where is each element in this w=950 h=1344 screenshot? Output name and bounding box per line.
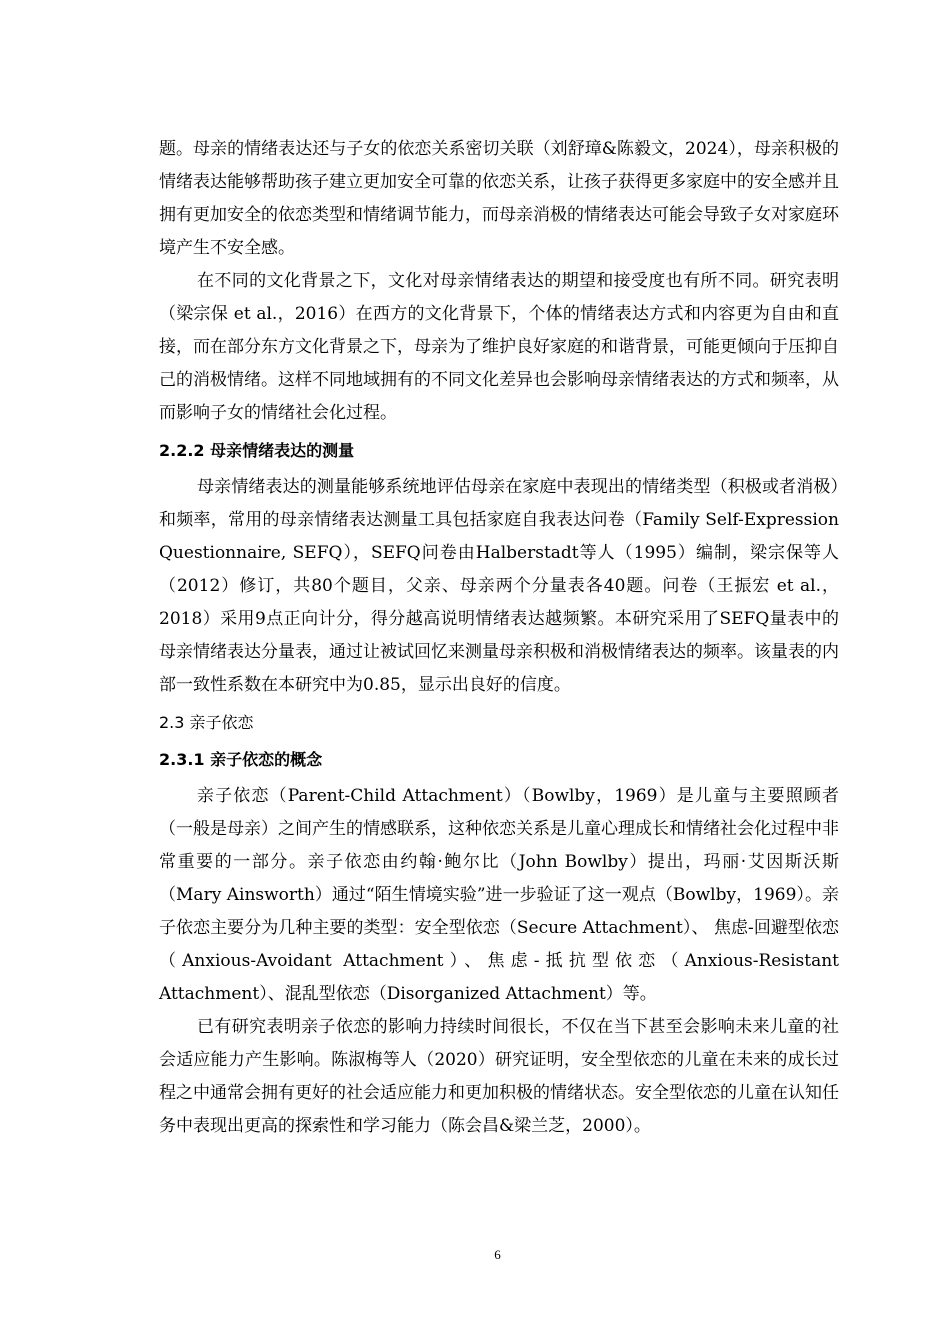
section-heading-2-2-2: 2.2.2 母亲情绪表达的测量 <box>159 441 355 460</box>
section-heading-2-3-1: 2.3.1 亲子依恋的概念 <box>159 750 323 769</box>
paragraph-attachment-concept: 亲子依恋（Parent-Child Attachment）（Bowlby，1969）是儿童与主要照顾者（一般是母亲）之间产生的情感联系，这种依恋关系是儿童心理成长和情绪社会化过程中非常重要的一部分。亲子依恋由约翰·鲍尔比（John Bowlby）提出，玛丽·艾因斯沃斯（Mary Ainsworth）通过“陌生情境实验”进一步验证了这一观点（Bowlby，1969）。亲子依恋主要分为几种主要的类型：安全型依恋（Secure Attachment）、 焦虑-回避型依恋（Anxious-Avoidant Attachment）、焦虑-抵抗型依恋（Anxious-Resistant Attachment）、混乱型依恋（Disorganized Attachment）等。 <box>159 786 839 1004</box>
paragraph-attachment-research: 已有研究表明亲子依恋的影响力持续时间很长，不仅在当下甚至会影响未来儿童的社会适应能力产生影响。陈淑梅等人（2020）研究证明，安全型依恋的儿童在未来的成长过程之中通常会拥有更好的社会适应能力和更加积极的情绪状态。安全型依恋的儿童在认知任务中表现出更高的探索性和学习能力（陈会昌&梁兰芝，2000）。 <box>159 1017 839 1136</box>
paragraph-cultural-background: 在不同的文化背景之下，文化对母亲情绪表达的期望和接受度也有所不同。研究表明（梁宗保 et al.，2016）在西方的文化背景下，个体的情绪表达方式和内容更为自由和直接，而在部分东方文化背景之下，母亲为了维护良好家庭的和谐背景，可能更倾向于压抑自己的消极情绪。这样不同地域拥有的不同文化差异也会影响母亲情绪表达的方式和频率，从而影响子女的情绪社会化过程。 <box>159 271 839 423</box>
paragraph-measurement: 母亲情绪表达的测量能够系统地评估母亲在家庭中表现出的情绪类型（积极或者消极）和频率，常用的母亲情绪表达测量工具包括家庭自我表达问卷（Family Self-Expression Questionnaire, SEFQ），SEFQ问卷由Halberstadt等人（1995）编制，梁宗保等人（2012）修订，共80个题目，父亲、母亲两个分量表各40题。问卷（王振宏 et al.，2018）采用9点正向计分，得分越高说明情绪表达越频繁。本研究采用了SEFQ量表中的母亲情绪表达分量表，通过让被试回忆来测量母亲积极和消极情绪表达的频率。该量表的内部一致性系数在本研究中为0.85，显示出良好的信度。 <box>159 477 839 695</box>
page-body <box>159 133 839 1143</box>
paragraph-continuation: 题。母亲的情绪表达还与子女的依恋关系密切关联（刘舒璋&陈毅文，2024），母亲积极的情绪表达能够帮助孩子建立更加安全可靠的依恋关系，让孩子获得更多家庭中的安全感并且拥有更加安全的依恋类型和情绪调节能力，而母亲消极的情绪表达可能会导致子女对家庭环境产生不安全感。 <box>159 139 839 258</box>
section-heading-2-3: 2.3 亲子依恋 <box>159 713 254 732</box>
page-number: 6 <box>494 1247 501 1262</box>
